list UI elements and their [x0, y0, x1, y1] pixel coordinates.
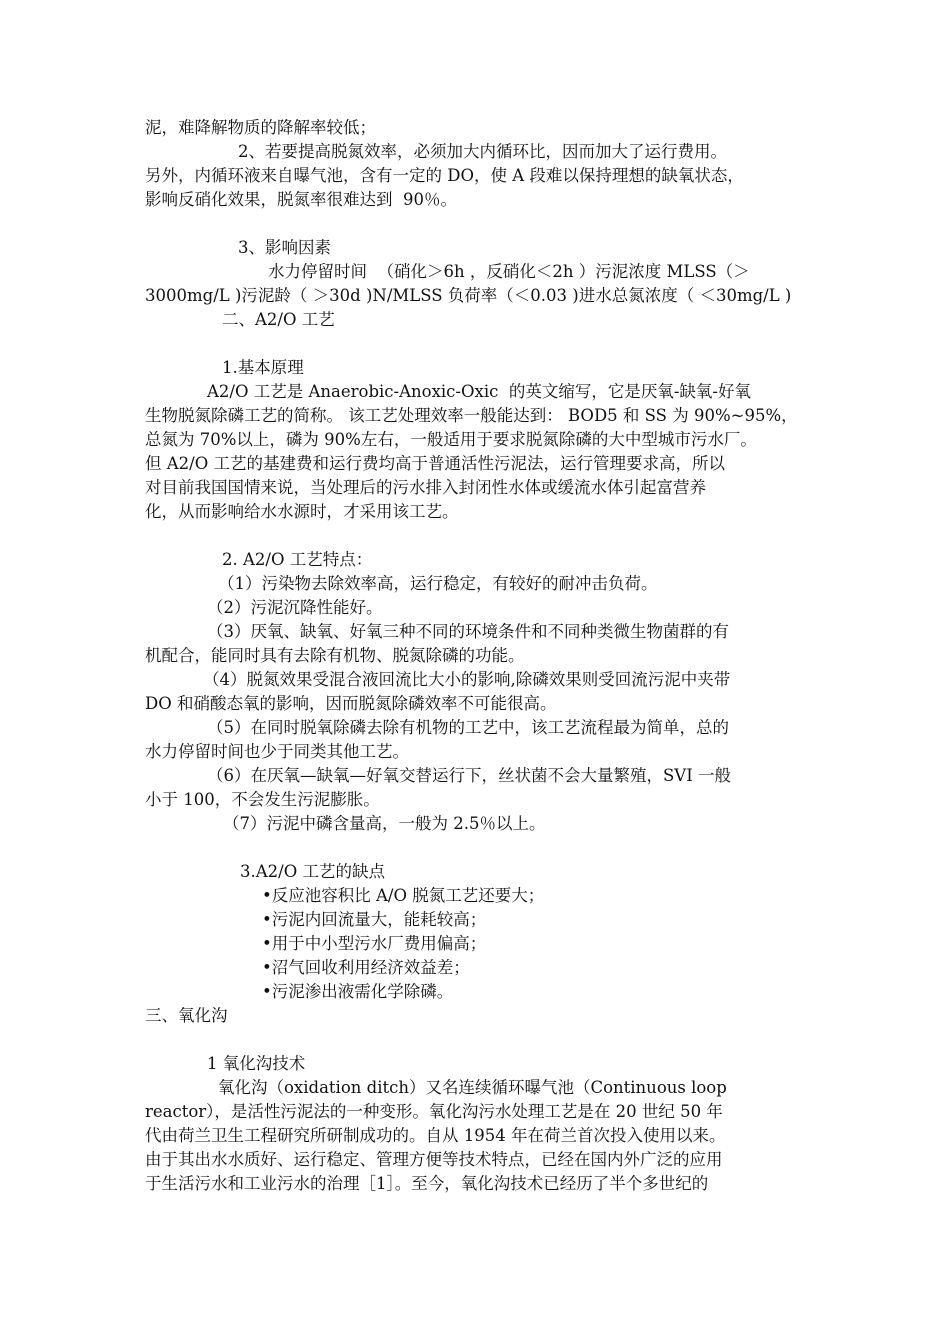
text-line: 泥，难降解物质的降解率较低；: [145, 118, 376, 137]
text-line: 氧化沟（oxidation ditch）又名连续循环曝气池（Continuous loop: [218, 1078, 727, 1097]
section-heading: 三、氧化沟: [145, 1006, 228, 1025]
bullet-item: •污泥渗出液需化学除磷。: [262, 982, 454, 1001]
list-item: （1）污染物去除效率高，运行稳定，有较好的耐冲击负荷。: [218, 574, 658, 593]
text-line: 2、若要提高脱氮效率，必须加大内循环比，因而加大了运行费用。: [238, 142, 727, 161]
list-item: （3）厌氧、缺氧、好氧三种不同的环境条件和不同种类微生物菌群的有: [207, 622, 729, 641]
section-heading: 1.基本原理: [222, 358, 304, 377]
text-line: 水力停留时间也少于同类其他工艺。: [145, 742, 409, 761]
section-heading: 1 氧化沟技术: [207, 1054, 306, 1073]
section-heading: 3、影响因素: [238, 238, 331, 257]
text-line: reactor），是活性污泥法的一种变形。氧化沟污水处理工艺是在 20 世纪 50 年: [145, 1102, 723, 1121]
text-line: A2/O 工艺是 Anaerobic-Anoxic-Oxic 的英文缩写，它是厌氧-缺氧-好氧: [207, 382, 751, 401]
text-line: 机配合，能同时具有去除有机物、脱氮除磷的功能。: [145, 646, 525, 665]
bullet-item: •用于中小型污水厂费用偏高；: [262, 934, 487, 953]
text-line: DO 和硝酸态氧的影响，因而脱氮除磷效率不可能很高。: [145, 694, 557, 713]
list-item: （5）在同时脱氧除磷去除有机物的工艺中，该工艺流程最为简单，总的: [207, 718, 729, 737]
text-line: 由于其出水水质好、运行稳定、管理方便等技术特点，已经在国内外广泛的应用: [145, 1150, 723, 1169]
list-item: （4）脱氮效果受混合液回流比大小的影响,除磷效果则受回流污泥中夹带: [203, 670, 731, 689]
list-item: （7）污泥中磷含量高，一般为 2.5％以上。: [223, 814, 546, 833]
text-line: 生物脱氮除磷工艺的简称。 该工艺处理效率一般能达到： BOD5 和 SS 为 90%~95%，: [145, 406, 798, 425]
text-line: 3000mg/L )污泥龄（ ＞30d )N/MLSS 负荷率（＜0.03 )进水总氮浓度（ ＜30mg/L ): [145, 286, 792, 305]
section-heading: 二、A2/O 工艺: [222, 310, 335, 329]
list-item: （2）污泥沉降性能好。: [207, 598, 383, 617]
text-line: 小于 100，不会发生污泥膨胀。: [145, 790, 380, 809]
section-heading: 2. A2/O 工艺特点：: [222, 550, 373, 569]
list-item: （6）在厌氧—缺氧—好氧交替运行下，丝状菌不会大量繁殖，SVI 一般: [207, 766, 731, 785]
bullet-item: •沼气回收利用经济效益差；: [262, 958, 470, 977]
text-line: 水力停留时间 （硝化＞6h ，反硝化＜2h ）污泥浓度 MLSS（＞: [268, 262, 750, 281]
text-line: 于生活污水和工业污水的治理［1］。至今，氧化沟技术已经历了半个多世纪的: [145, 1174, 709, 1193]
text-line: 总氮为 70%以上，磷为 90%左右，一般适用于要求脱氮除磷的大中型城市污水厂。: [145, 430, 757, 449]
bullet-item: •反应池容积比 A/O 脱氮工艺还要大；: [262, 886, 545, 905]
text-line: 但 A2/O 工艺的基建费和运行费均高于普通活性污泥法，运行管理要求高，所以: [145, 454, 725, 473]
bullet-item: •污泥内回流量大，能耗较高；: [262, 910, 487, 929]
text-line: 代由荷兰卫生工程研究所研制成功的。自从 1954 年在荷兰首次投入使用以来。: [145, 1126, 726, 1145]
text-line: 对目前我国国情来说，当处理后的污水排入封闭性水体或缓流水体引起富营养: [145, 478, 706, 497]
section-heading: 3.A2/O 工艺的缺点: [240, 862, 385, 881]
text-line: 影响反硝化效果，脱氮率很难达到 90％。: [145, 190, 457, 209]
text-line: 化，从而影响给水水源时，才采用该工艺。: [145, 502, 459, 521]
text-line: 另外，内循环液来自曝气池，含有一定的 DO，使 A 段难以保持理想的缺氧状态，: [145, 166, 744, 185]
